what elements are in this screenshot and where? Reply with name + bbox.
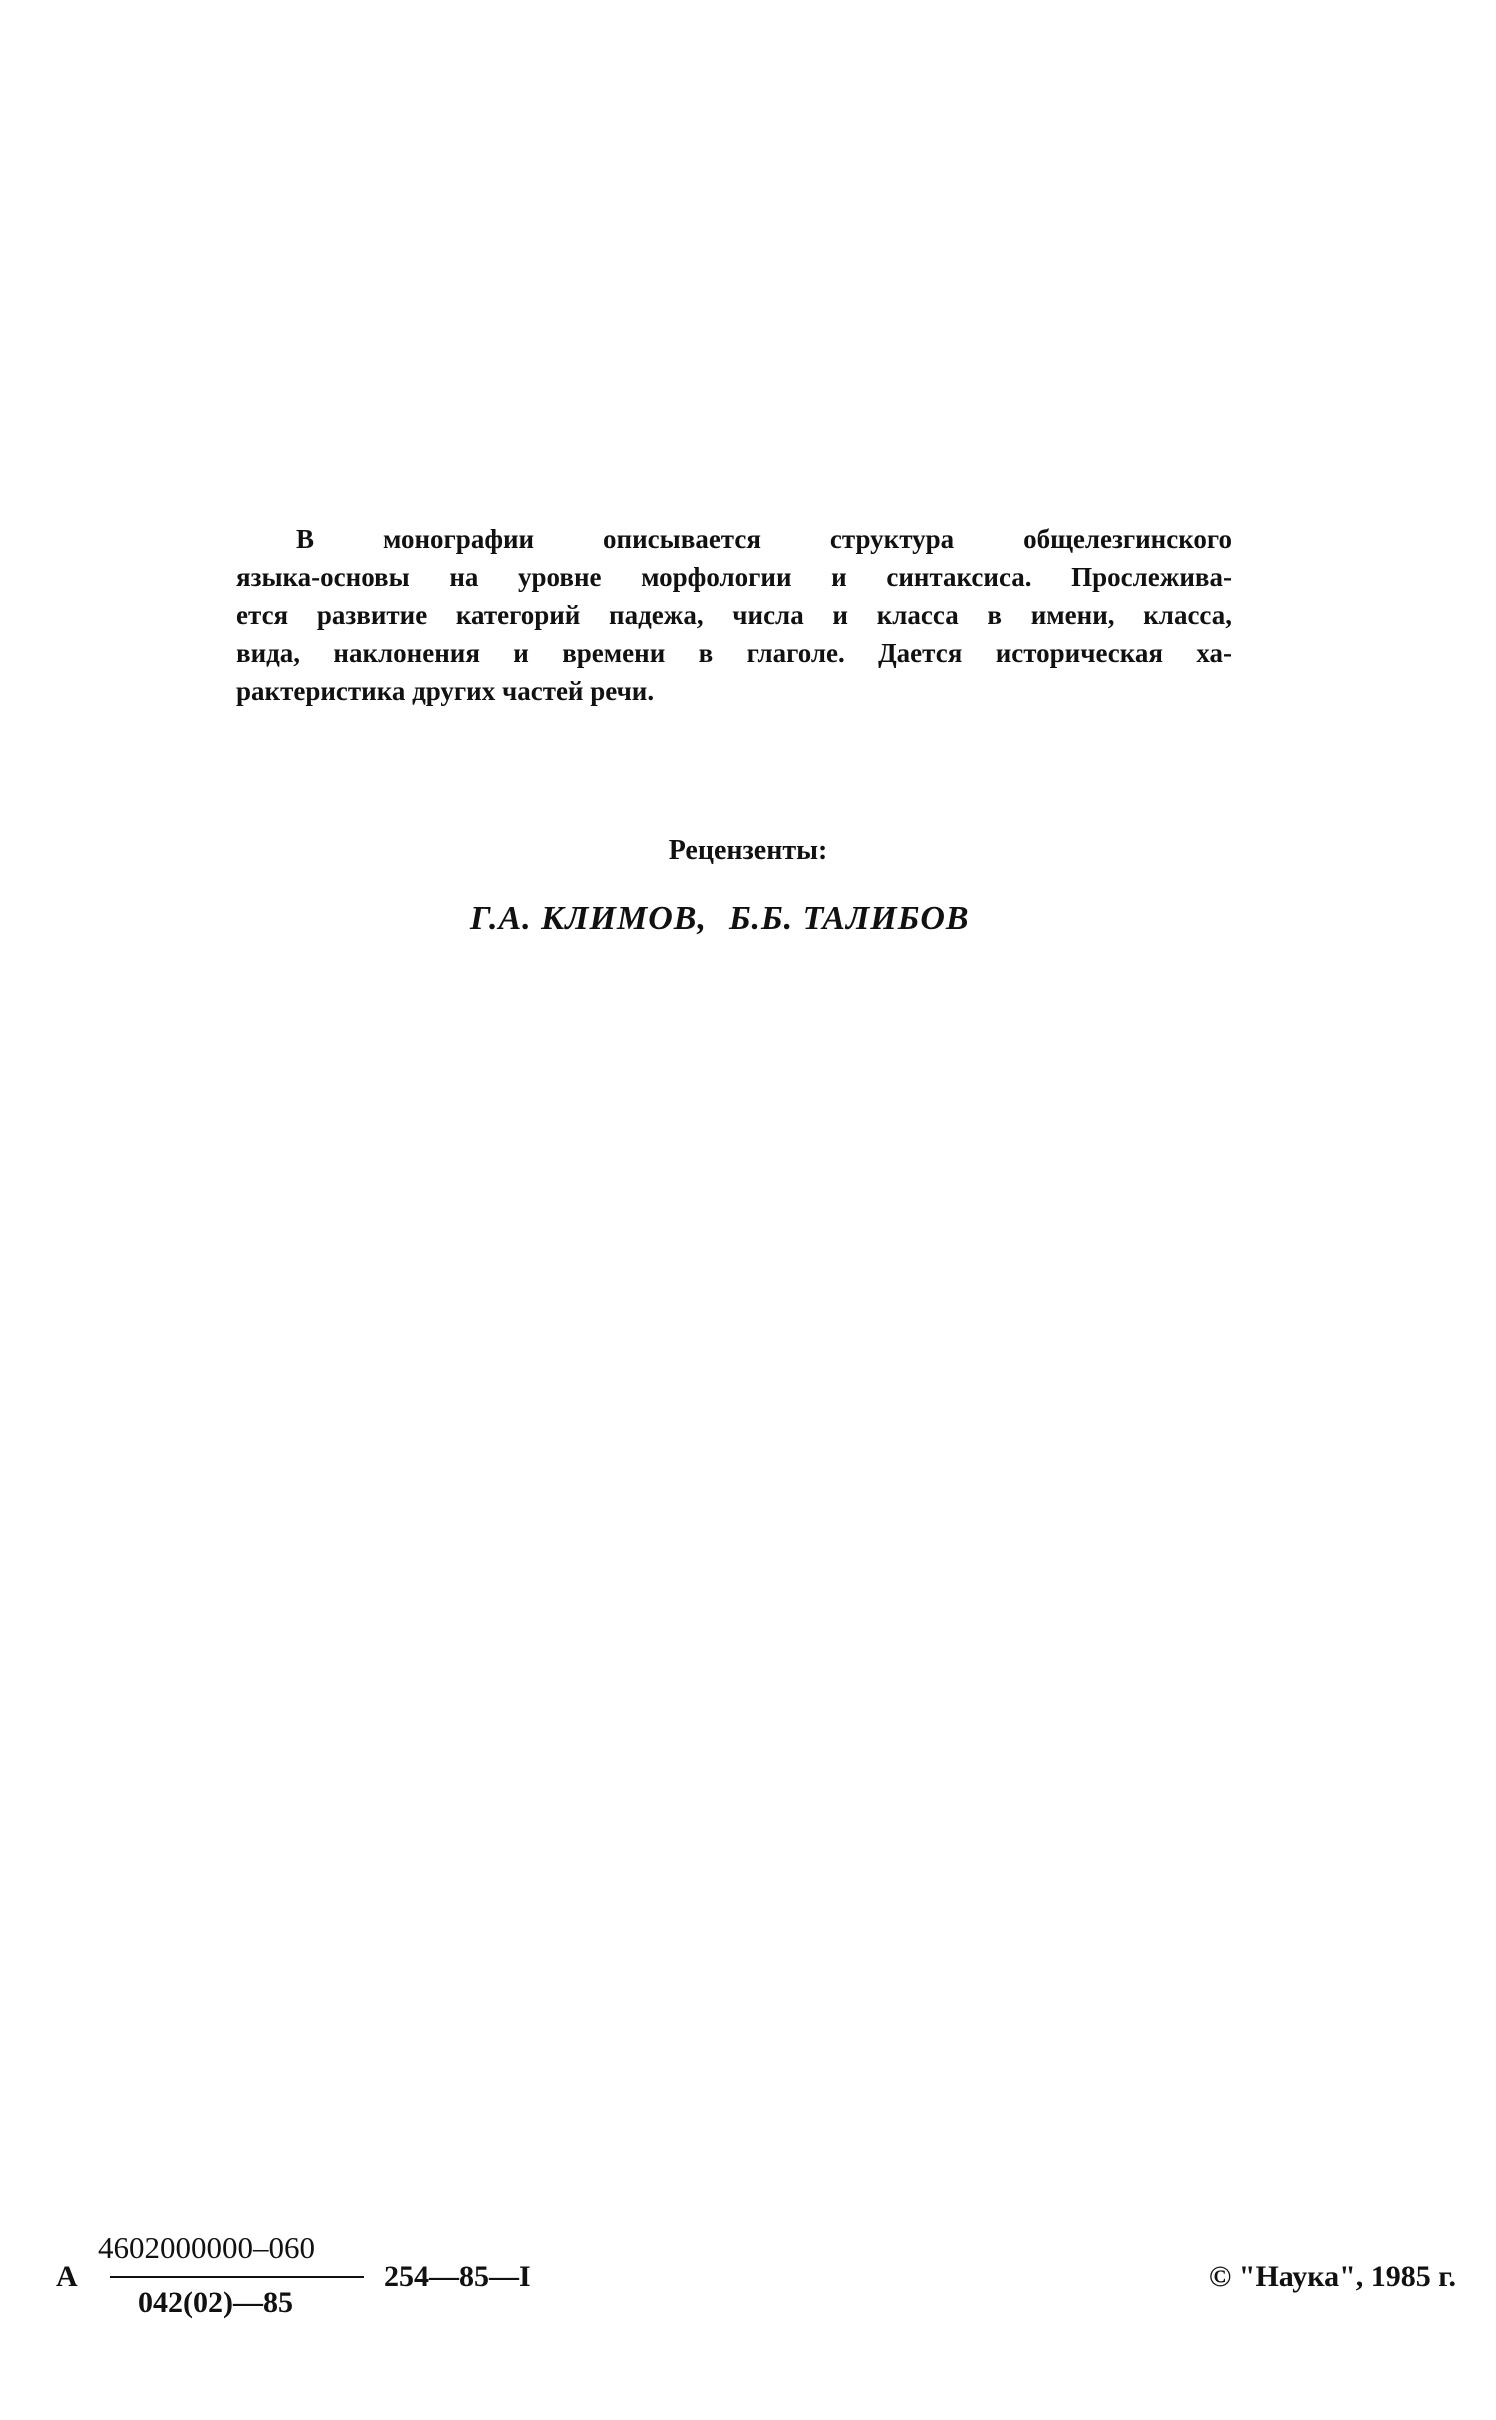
- imprint-denominator: 042(02)—85: [138, 2286, 293, 2319]
- abstract-line: В монографии описывается структура общелезгинского: [296, 524, 1232, 554]
- imprint-series: 254—85—I: [384, 2260, 531, 2293]
- reviewers-names: [470, 900, 970, 938]
- abstract-line: вида, наклонения и времени в глаголе. Дается историческая ха-: [236, 638, 1232, 668]
- imprint-letter: А: [56, 2260, 78, 2293]
- reviewer-name: Г.А. КЛИМОВ,: [470, 900, 707, 937]
- copyright-notice: © "Наука", 1985 г.: [1208, 2260, 1456, 2293]
- fraction-bar: [110, 2276, 364, 2278]
- abstract-paragraph: [236, 520, 1232, 710]
- imprint-line: [56, 2230, 1456, 2330]
- imprint-numerator: 4602000000–060: [98, 2230, 315, 2265]
- reviewer-name: Б.Б. ТАЛИБОВ: [728, 900, 970, 937]
- abstract-line: ется развитие категорий падежа, числа и класса в имени, класса,: [236, 600, 1232, 630]
- abstract-line: языка-основы на уровне морфологии и синтаксиса. Прослежива-: [236, 562, 1232, 592]
- abstract-line: рактеристика других частей речи.: [236, 676, 655, 706]
- reviewers-heading: Рецензенты:: [668, 835, 828, 866]
